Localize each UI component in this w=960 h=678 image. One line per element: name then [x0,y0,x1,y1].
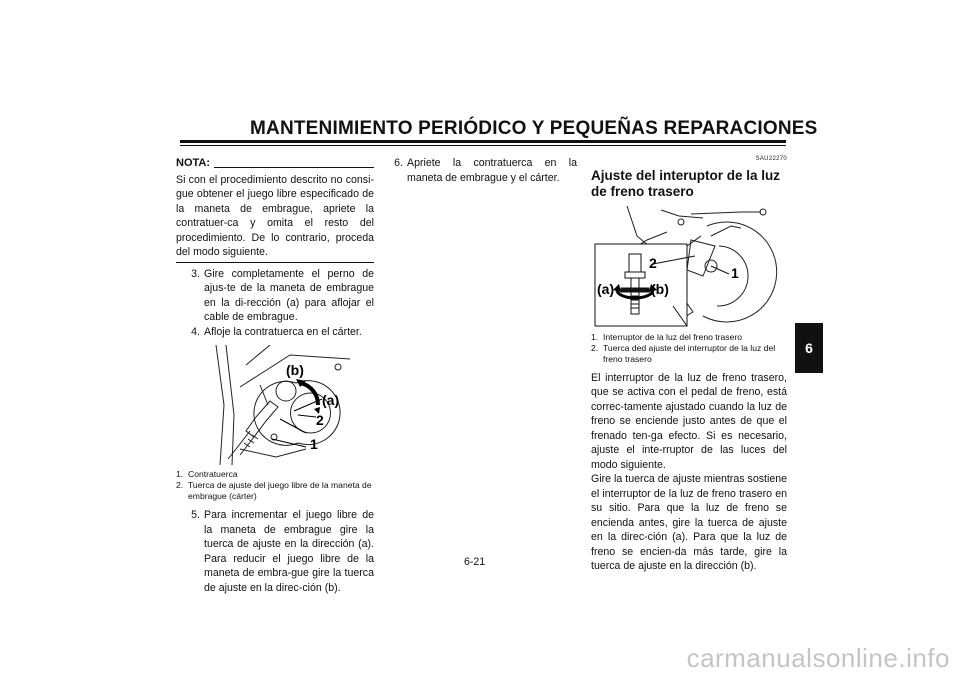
clutch-adjuster-figure [210,345,360,465]
step-number: 4. [191,325,200,338]
note-rule [214,167,374,168]
step-text: Apriete la contratuerca en la maneta de embrague y el cárter. [407,157,577,184]
step-number: 5. [191,509,200,521]
figure-label-2: 2 [649,254,657,271]
figure-label-a: (a) [322,392,340,408]
figure-caption-1: 1. Interruptor de la luz del freno trasero [591,331,743,342]
page-header-title: MANTENIMIENTO PERIÓDICO Y PEQUEÑAS REPARACIONES [250,118,818,139]
paragraph-1: El interruptor de la luz de freno trasero, que se activa con el pedal de freno, está correc-tamente ajustado cuando la luz de freno se enciende justo antes de que el frenado ten-ga efecto. Si es necesario, ajuste el inte-rruptor de las luces del modo siguiente. [591,371,787,471]
chapter-tab: 6 [795,323,823,373]
middle-column [387,156,577,185]
step-text: Afloje la contratuerca en el cárter. [204,325,362,338]
page-number: 6-21 [464,556,486,568]
watermark: carmanualsonline.info [686,643,950,673]
figure-caption-2: 2. Tuerca de ajuste del juego libre de la maneta de embrague (cárter) [176,480,372,501]
note-label: NOTA: [176,157,211,169]
figure-label-2: 2 [316,412,324,428]
right-column [591,152,787,574]
brake-switch-figure [591,206,791,328]
step-4 [184,325,374,340]
section-code: SAU22270 [755,156,787,162]
step-text: Gire completamente el perno de ajus-te de la maneta de embrague en la di-rección (a) para aflojar el cable de embrague. [204,267,374,323]
note-text: Si con el procedimiento descrito no consi-gue obtener el juego libre especificado de la maneta de embrague, apriete la contratuer-ca y omita el resto del procedimiento. De lo contrario, proceda del modo siguiente. [176,173,374,258]
header-rule [180,140,786,143]
figure-label-1: 1 [310,436,318,452]
paragraph-2: Gire la tuerca de ajuste mientras sostiene el interruptor de la luz de freno trasero en su sitio. Para que la luz de freno se encienda antes, gire la tuerca de ajuste en la direc-ción (a). Para que la luz de freno se encien-da más tarde, gire la tuerca de ajuste en la dirección (b). [591,473,787,572]
figure-label-a: (a) [597,280,615,297]
step-text: Para incrementar el juego libre de la maneta de embrague gire la tuerca de ajuste en la dirección (a). Para reducir el juego libre de la maneta de embra-gue gire la tuerca de ajuste en la direc-ción (b). [204,509,374,594]
clutch-engine-illustration [210,345,360,465]
brake-switch-illustration [591,206,791,328]
step-number: 6. [394,157,403,169]
figure-label-b: (b) [286,362,304,378]
figure-caption-1: 1. Contratuerca [176,469,238,479]
figure-caption-2: 2. Tuerca ded ajuste del interruptor de la luz del freno trasero [591,342,776,364]
note-end-rule [176,262,374,263]
step-number: 3. [191,267,200,280]
section-title: Ajuste del interuptor de la luz de freno trasero [591,167,781,199]
step-3 [184,267,374,325]
step-5 [184,508,374,595]
note-header [176,156,374,171]
step-6 [387,156,577,185]
left-column [176,156,374,595]
figure-label-b: (b) [651,280,669,297]
header-rule-thin [180,145,786,146]
figure-label-1: 1 [731,264,739,281]
